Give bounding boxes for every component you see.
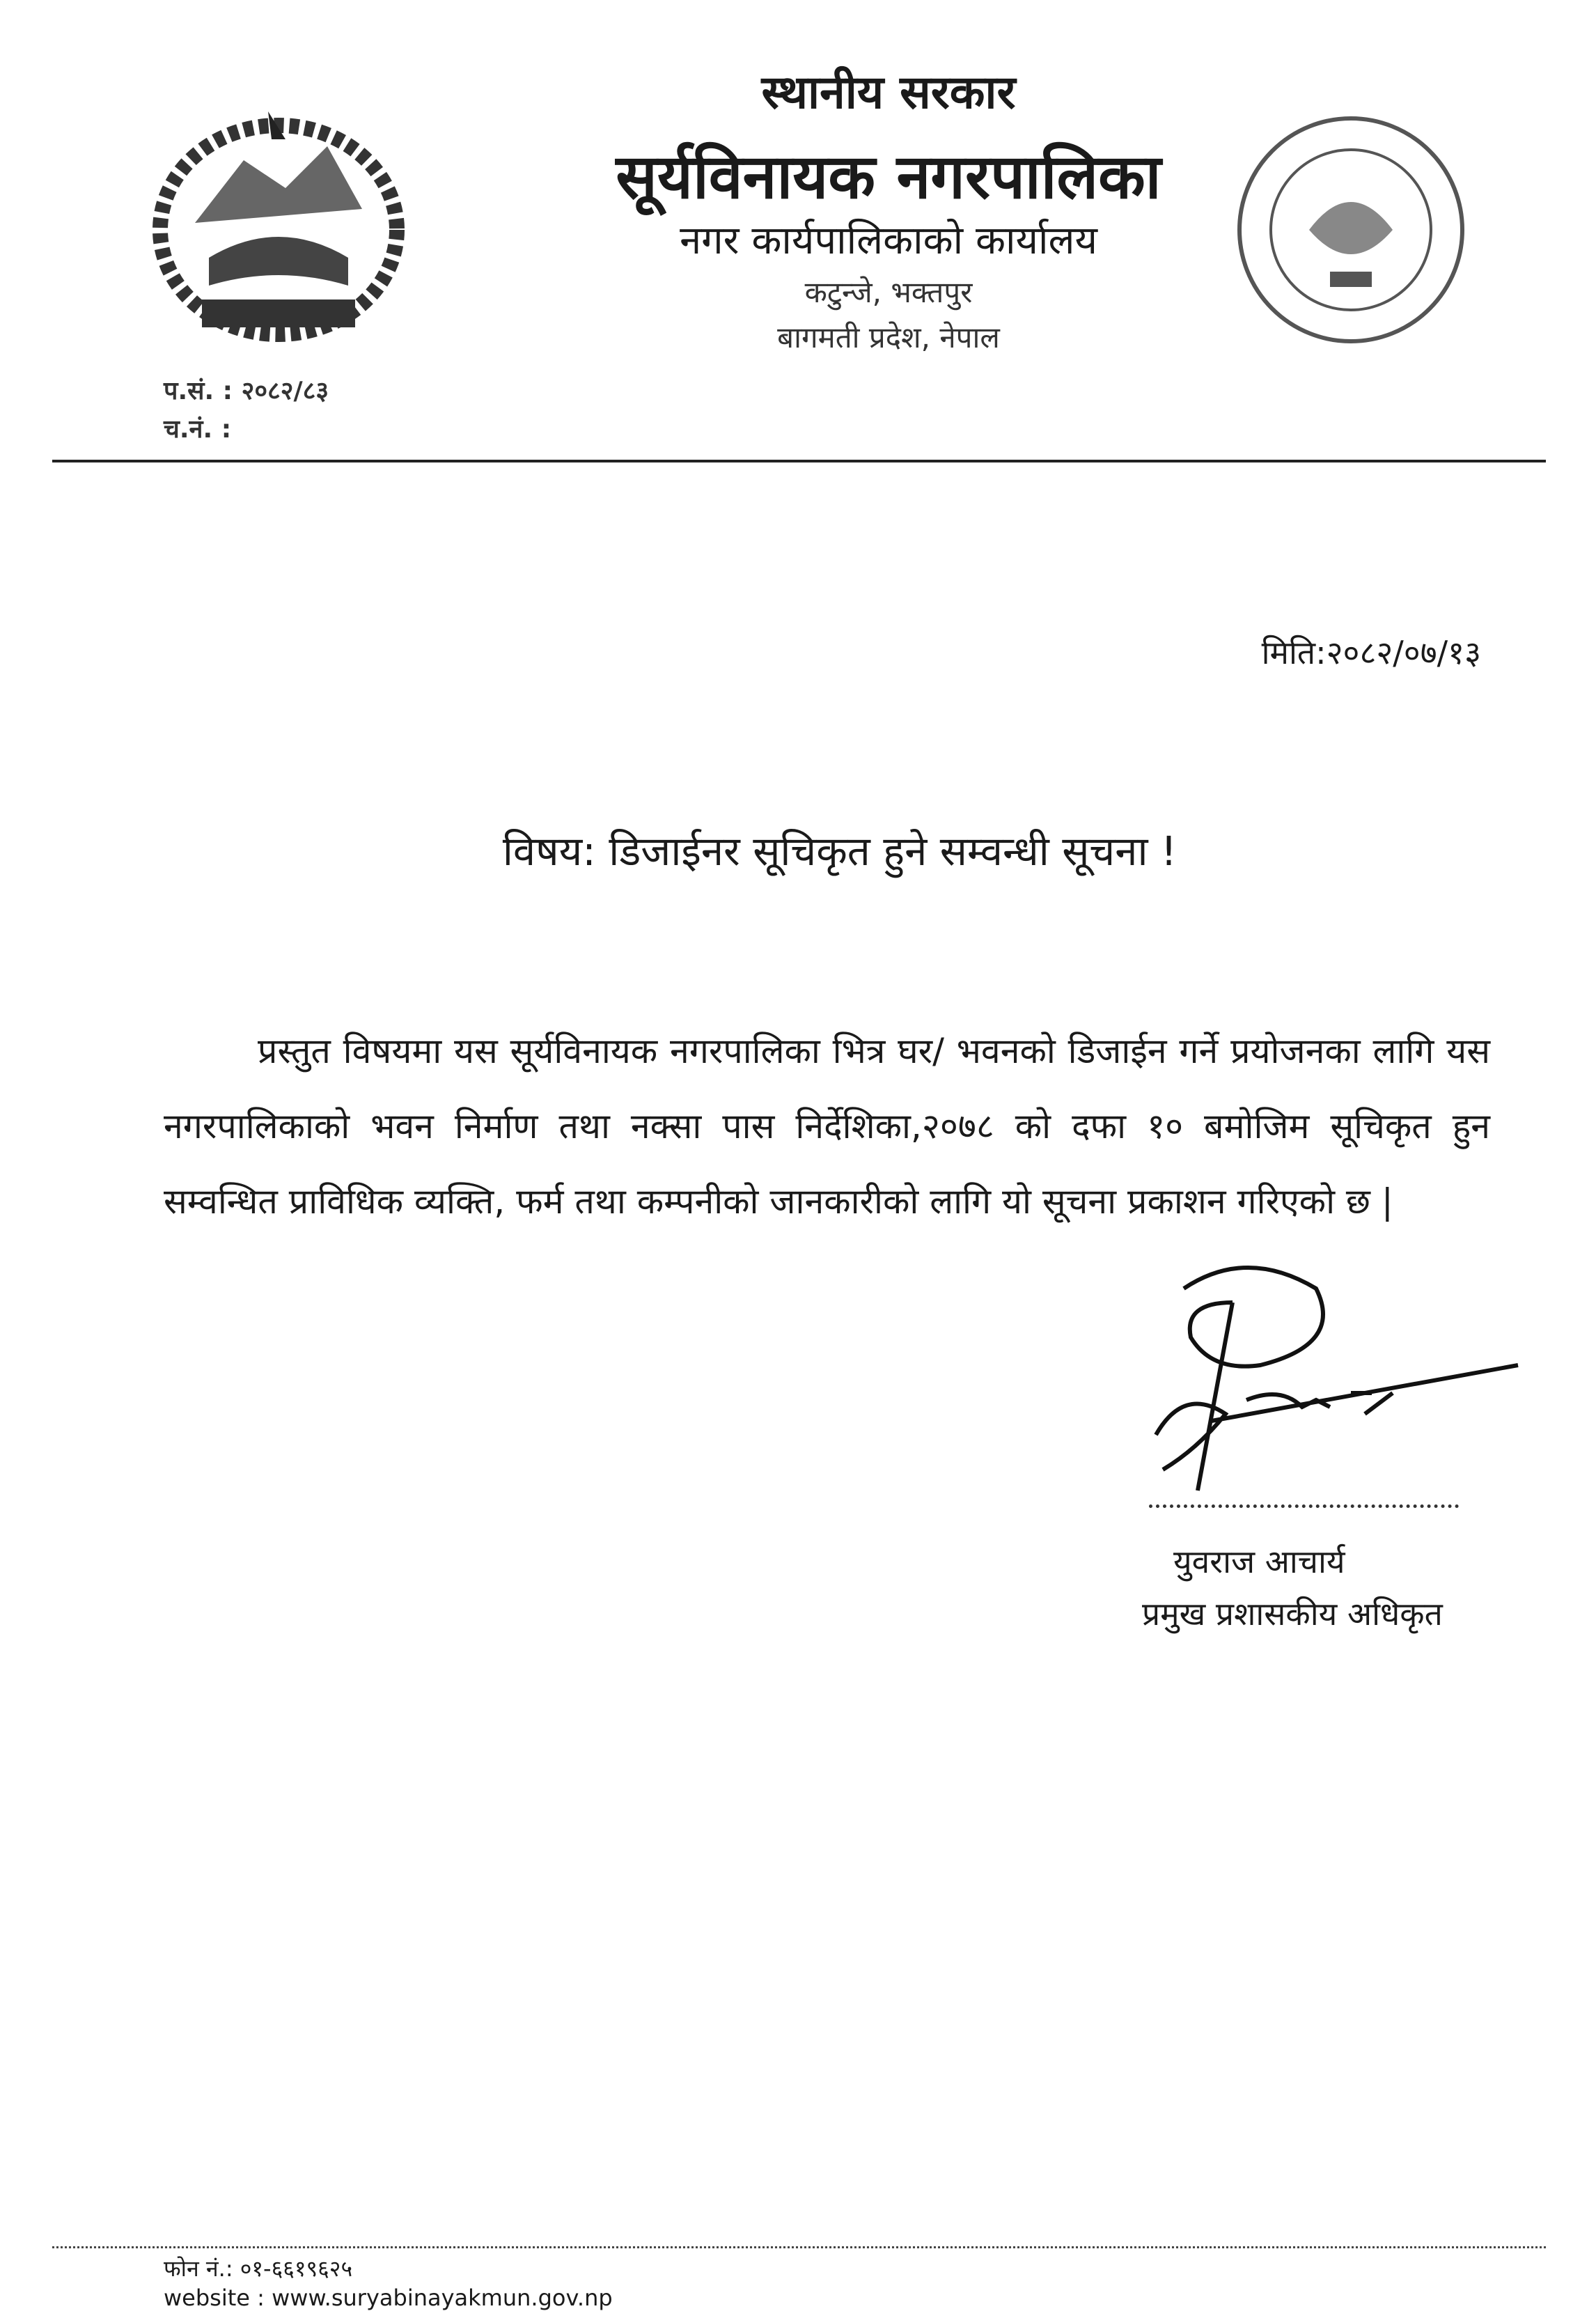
municipality-name: सूर्यविनायक नगरपालिका [616,141,1161,212]
letter-number: प.सं. : २०८२/८३ [164,377,329,405]
header-divider [52,460,1546,462]
signatory-title: प्रमुख प्रशासकीय अधिकृत [1142,1595,1443,1633]
footer-divider [52,2246,1546,2248]
signatory-name: युवराज आचार्य [1173,1543,1345,1580]
date: मिति:२०८२/०७/१३ [1261,634,1481,671]
letterhead-line1: स्थानीय सरकार [761,65,1016,119]
signature-line [1149,1504,1459,1508]
address-line1: कटुन्जे, भक्तपुर [804,275,973,309]
signature-icon [1142,1261,1532,1498]
footer-website[interactable]: website : www.suryabinayakmun.gov.np [164,2285,613,2311]
dispatch-number: च.नं. : [164,415,232,444]
notice-body: प्रस्तुत विषयमा यस सूर्यविनायक नगरपालिका भित्र घर/ भवनको डिजाईन गर्ने प्रयोजनका लागि यस नगरपालिकाको भवन निर्माण तथा नक्सा पास निर्देशिका,२०७८ को दफा १० बमोजिम सूचिकृत हुन सम्वन्धित प्राविधिक व्यक्ति, फर्म तथा कम्पनीको जानकारीको लागि यो सूचना प्रकाशन गरिएको छ | [164,1031,1490,1222]
office-name: नगर कार्यपालिकाको कार्यालय [680,218,1097,263]
footer-phone: फोन नं.: ०१-६६१९६२५ [164,2255,353,2282]
address-line2: बागमती प्रदेश, नेपाल [777,320,1000,355]
subject: विषय: डिजाईनर सूचिकृत हुने सम्वन्धी सूचना ! [502,827,1178,875]
